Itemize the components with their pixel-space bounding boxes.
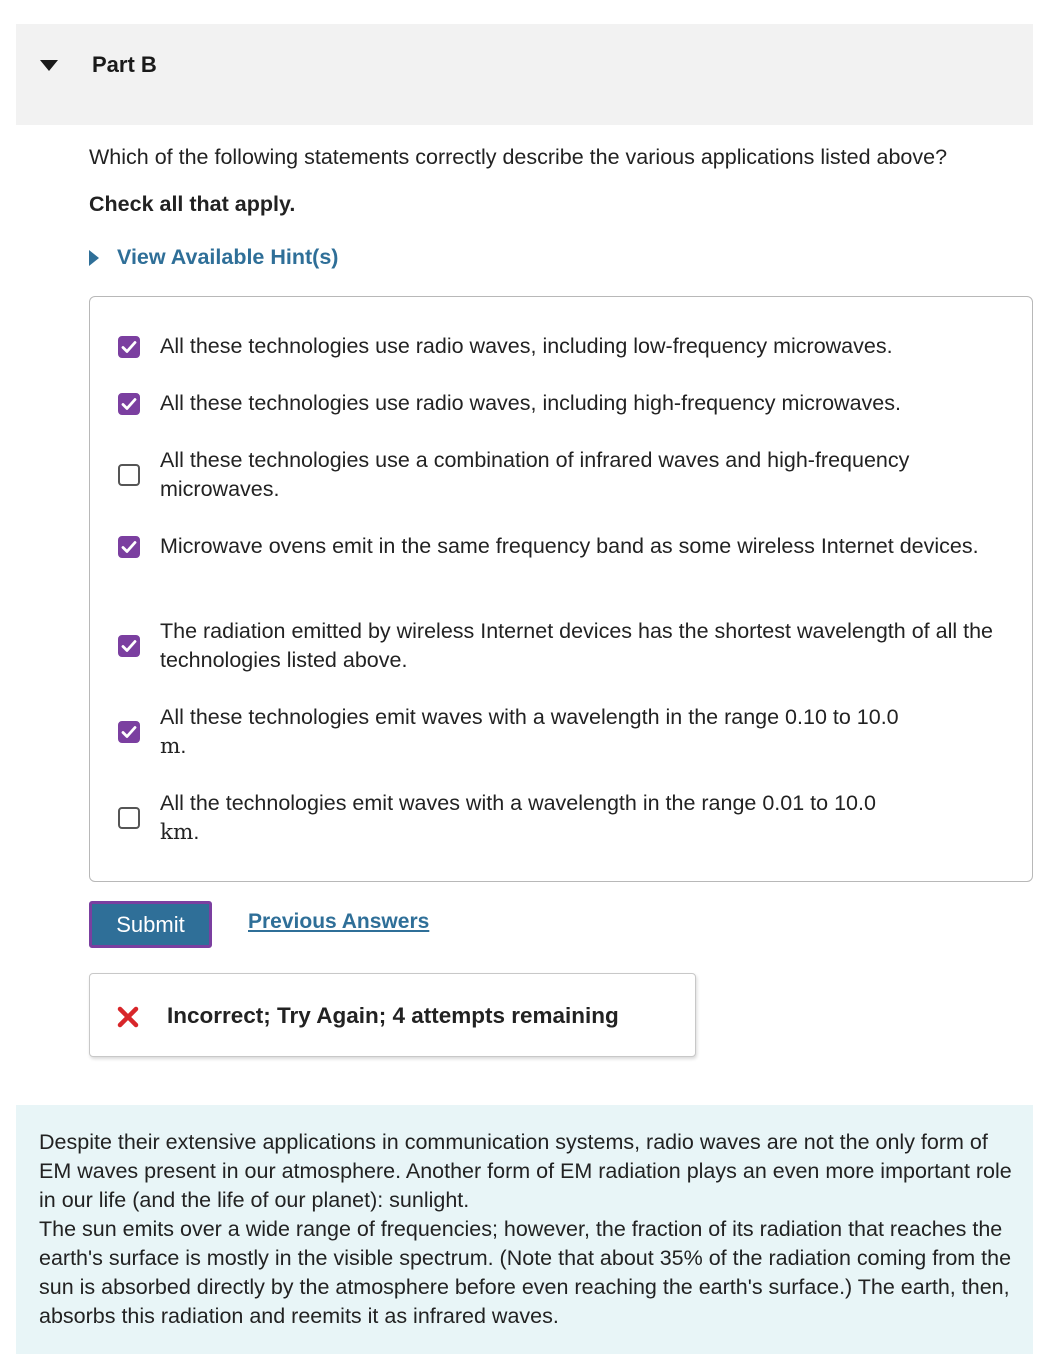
option-4[interactable] — [118, 532, 998, 561]
option-7[interactable] — [118, 789, 998, 847]
checkbox-icon[interactable] — [118, 721, 140, 743]
hint-label: View Available Hint(s) — [117, 245, 339, 269]
answer-options — [89, 296, 1033, 882]
option-label: The radiation emitted by wireless Internet devices has the shortest wavelength of all the technologies listed above. — [160, 619, 993, 672]
option-label: All these technologies use radio waves, including low-frequency microwaves. — [160, 334, 893, 358]
option-5[interactable] — [118, 617, 998, 675]
previous-answers-link[interactable]: Previous Answers — [248, 910, 430, 933]
checkbox-icon[interactable] — [118, 807, 140, 829]
error-x-icon — [116, 1005, 140, 1029]
option-text: All the technologies emit waves with a wavelength in the range 0.01 to 10.0 — [160, 791, 876, 815]
checkbox-icon[interactable] — [118, 336, 140, 358]
option-6[interactable] — [118, 703, 998, 761]
info-paragraph: Despite their extensive applications in communication systems, radio waves are not the only form of EM waves present in our atmosphere. Another form of EM radiation plays an even more important role in our life (and the life of our planet): sunlight. — [39, 1130, 1012, 1212]
unit-symbol: m — [160, 734, 181, 759]
question-prompt: Which of the following statements correctly describe the various applications listed above? — [89, 145, 948, 169]
info-paragraph: The sun emits over a wide range of frequencies; however, the fraction of its radiation that reaches the earth's surface is mostly in the visible spectrum. (Note that about 35% of the radiation coming from the sun is absorbed directly by the atmosphere before even reaching the earth's surface.) The earth, then, absorbs this radiation and reemits it as infrared waves. — [39, 1217, 1012, 1328]
checkbox-icon[interactable] — [118, 635, 140, 657]
option-text: All these technologies emit waves with a wavelength in the range 0.10 to 10.0 — [160, 705, 899, 729]
info-panel — [16, 1105, 1033, 1354]
view-hints-link[interactable] — [89, 245, 338, 270]
checkbox-icon[interactable] — [118, 536, 140, 558]
question-instruction: Check all that apply. — [89, 192, 296, 216]
option-label: All these technologies use a combination of infrared waves and high-frequency microwaves. — [160, 448, 910, 501]
checkbox-icon[interactable] — [118, 464, 140, 486]
option-3[interactable] — [118, 446, 998, 504]
option-suffix: . — [180, 734, 187, 758]
hint-expand-icon — [89, 250, 99, 266]
submit-button[interactable]: Submit — [89, 901, 212, 948]
option-label: All these technologies use radio waves, including high-frequency microwaves. — [160, 391, 901, 415]
option-label — [160, 789, 876, 847]
option-label — [160, 703, 899, 761]
part-title: Part B — [92, 52, 157, 77]
part-header — [16, 24, 1033, 125]
unit-symbol: km — [160, 820, 194, 845]
feedback-message: Incorrect; Try Again; 4 attempts remaining — [167, 1003, 619, 1028]
checkbox-icon[interactable] — [118, 393, 140, 415]
option-1[interactable] — [118, 332, 998, 361]
option-suffix: . — [193, 820, 200, 844]
collapse-triangle-icon[interactable] — [40, 60, 58, 71]
feedback-box — [89, 973, 696, 1057]
option-label: Microwave ovens emit in the same frequency band as some wireless Internet devices. — [160, 534, 979, 558]
option-2[interactable] — [118, 389, 998, 418]
info-text — [39, 1128, 1014, 1331]
